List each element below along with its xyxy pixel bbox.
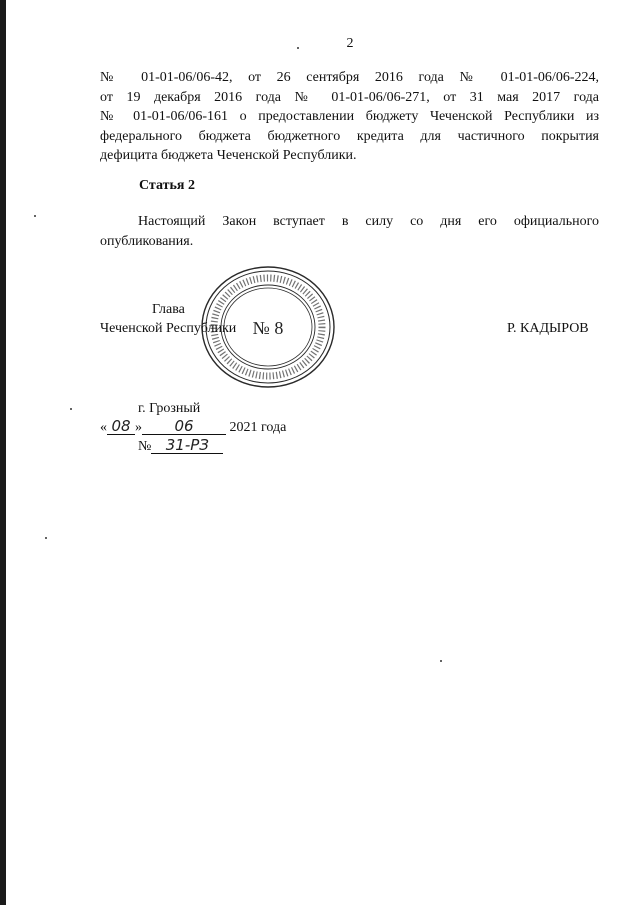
date-year: 2021 года bbox=[229, 420, 287, 435]
date-day: 08 bbox=[107, 418, 135, 435]
date-open-quote: « bbox=[100, 420, 107, 435]
scan-speck bbox=[34, 215, 36, 217]
paragraph-line: дефицита бюджета Чеченской Республики. bbox=[100, 148, 357, 163]
paragraph-line: опубликования. bbox=[100, 233, 194, 249]
paragraph-line: от 19 декабря 2016 года № 01-01-06/06-271, от 31 мая 2017 года bbox=[100, 89, 599, 105]
signer-title-line2: Чеченской Республики bbox=[100, 321, 237, 336]
paragraph-line: федерального бюджета бюджетного кредита для частичного покрытия bbox=[100, 128, 599, 144]
paragraph-line: № 01-01-06/06-42, от 26 сентября 2016 года № 01-01-06/06-224, bbox=[100, 70, 599, 85]
paragraph-line: № 01-01-06/06-161 о предоставлении бюджету Чеченской Республики из bbox=[100, 109, 599, 124]
scan-speck bbox=[297, 47, 299, 49]
law-number-prefix: № bbox=[138, 439, 152, 454]
page-number: 2 bbox=[346, 36, 354, 51]
date-line bbox=[100, 418, 286, 437]
signer-title-line1: Глава bbox=[152, 302, 185, 317]
scan-speck bbox=[440, 660, 442, 662]
scan-speck bbox=[45, 537, 47, 539]
law-number-value: 31-РЗ bbox=[151, 437, 223, 454]
seal-number: № 8 bbox=[252, 318, 284, 338]
article-heading: Статья 2 bbox=[139, 178, 195, 193]
continuation-paragraph bbox=[100, 68, 599, 166]
scan-speck bbox=[70, 408, 72, 410]
law-number-line bbox=[138, 437, 223, 456]
scan-left-edge bbox=[0, 0, 6, 905]
paragraph-line: Настоящий Закон вступает в силу со дня его официального bbox=[138, 214, 599, 229]
signer-name: Р. КАДЫРОВ bbox=[507, 321, 589, 336]
city: г. Грозный bbox=[138, 401, 201, 416]
date-month: 06 bbox=[142, 418, 226, 435]
article-paragraph bbox=[100, 212, 599, 251]
date-close-quote: » bbox=[135, 420, 142, 435]
